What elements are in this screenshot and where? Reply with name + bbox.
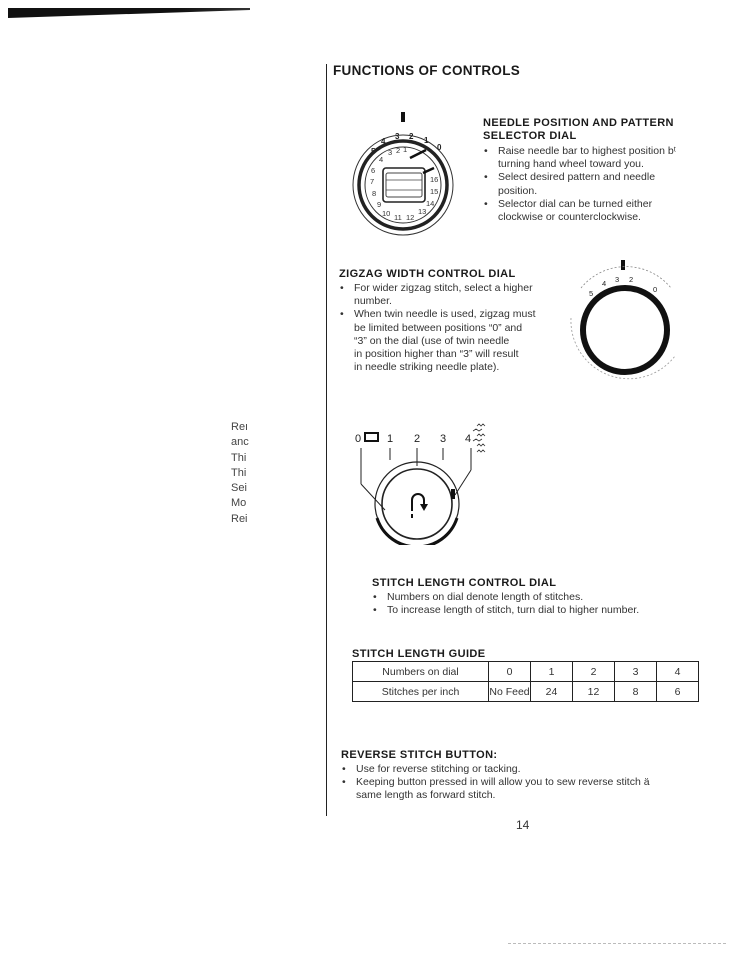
dial-number: 4 — [379, 155, 384, 164]
text-line: • For wider zigzag stitch, select a higher — [354, 282, 533, 294]
text-line: • Use for reverse stitching or tacking. — [356, 763, 521, 775]
dial-number: 3 — [388, 148, 393, 157]
side-text-fragment — [231, 420, 249, 527]
text-line: number. — [354, 295, 392, 308]
text-line: turning hand wheel toward you. — [498, 158, 644, 171]
text-line: in needle striking needle plate). — [354, 361, 500, 374]
table-cell: 6 — [657, 682, 699, 702]
table-cell: 24 — [531, 682, 573, 702]
dial-scale-number: 4 — [465, 433, 472, 445]
stitch-length-guide-table — [352, 661, 699, 702]
list-item — [372, 604, 712, 617]
dial-number: 15 — [430, 187, 439, 196]
table-cell: 1 — [531, 662, 573, 682]
table-cell: 4 — [657, 662, 699, 682]
table-row — [353, 662, 699, 682]
dial-marker-icon — [401, 112, 405, 122]
text-line: be limited between positions “0” and — [354, 321, 523, 334]
heading-line: NEEDLE POSITION AND PATTERN — [483, 117, 674, 129]
reverse-button-instructions — [341, 763, 733, 803]
table-cell: 12 — [573, 682, 615, 702]
text-line: • When twin needle is used, zigzag must — [354, 308, 536, 321]
footer-scan-line — [508, 943, 726, 944]
stitch-guide-heading: STITCH LENGTH GUIDE — [352, 648, 486, 660]
dial-number: 0 — [653, 285, 658, 294]
side-text-line: Sei — [231, 482, 247, 495]
no-feed-icon — [365, 433, 378, 441]
text-line: clockwise or counterclockwise. — [498, 211, 641, 224]
dial-number: 13 — [418, 207, 427, 216]
dial-number: 5 — [589, 289, 594, 298]
text-line: • To increase length of stitch, turn dial to higher number. — [387, 604, 640, 617]
dial-number: 2 — [396, 146, 401, 155]
dial-number: 14 — [426, 199, 435, 208]
dial-number: 1 — [424, 136, 429, 145]
list-item — [483, 198, 733, 224]
row-label: Stitches per inch — [353, 682, 489, 702]
text-line: • Raise needle bar to highest position bᵗ — [498, 145, 677, 157]
stitch-length-dial-heading: STITCH LENGTH CONTROL DIAL — [372, 577, 557, 589]
text-line: • Select desired pattern and needle — [498, 171, 656, 184]
text-line: “3” on the dial (use of twin needle — [354, 334, 510, 347]
reverse-arrow-icon — [412, 494, 424, 511]
needle-dial-instructions — [483, 145, 733, 224]
dial-number: 6 — [371, 166, 376, 175]
dial-pointer-icon — [451, 489, 455, 499]
text-line: in position higher than “3” will result — [354, 348, 519, 361]
stitch-length-dial-illustration — [345, 410, 495, 545]
side-text-line: Thi — [231, 451, 247, 464]
text-line: • Selector dial can be turned either — [498, 197, 653, 210]
column-divider — [326, 64, 327, 816]
table-cell: 3 — [615, 662, 657, 682]
zigzag-dial-illustration — [563, 258, 688, 388]
side-text-line: anc — [231, 436, 249, 449]
dial-marker-icon — [621, 260, 625, 270]
text-line: same length as forward stitch. — [356, 789, 496, 802]
dial-number: 11 — [394, 213, 402, 222]
needle-selector-dial-illustration — [350, 110, 465, 238]
side-text-line: Reı — [231, 421, 249, 433]
dial-number: 1 — [403, 145, 408, 154]
text-line: • Keeping button pressed in will allow you to sew reverse stitch ä — [356, 776, 650, 789]
page-title: FUNCTIONS OF CONTROLS — [333, 63, 521, 78]
list-item — [372, 591, 712, 604]
side-text-line: Rei — [231, 512, 248, 525]
table-cell: 2 — [573, 662, 615, 682]
dial-number: 4 — [381, 137, 386, 146]
dial-scale-number: 2 — [414, 433, 421, 445]
table-cell: No Feed — [489, 682, 531, 702]
list-item — [341, 763, 733, 776]
table-cell: 8 — [615, 682, 657, 702]
dial-number: 9 — [377, 200, 382, 209]
list-item — [339, 282, 564, 308]
dial-number: 5 — [371, 147, 376, 156]
dial-number: 2 — [409, 132, 414, 141]
reverse-button-heading: REVERSE STITCH BUTTON: — [341, 749, 498, 761]
dial-number: 3 — [615, 275, 620, 284]
needle-dial-heading — [483, 117, 674, 143]
list-item — [483, 171, 733, 197]
list-item — [483, 145, 733, 171]
dial-number: 16 — [430, 175, 439, 184]
dial-number: 12 — [406, 213, 415, 222]
dial-scale-number: 1 — [387, 433, 394, 445]
dial-number: 2 — [629, 275, 634, 284]
side-text-line: Thi — [231, 466, 247, 479]
stretch-stitch-icon — [473, 424, 485, 452]
table-row — [353, 682, 699, 702]
dial-scale-number: 3 — [440, 433, 447, 445]
list-item — [341, 776, 733, 802]
zigzag-dial-instructions — [339, 282, 564, 374]
stitch-length-dial-instructions — [372, 591, 712, 617]
zigzag-dial-heading: ZIGZAG WIDTH CONTROL DIAL — [339, 268, 516, 280]
dial-number: 7 — [370, 177, 375, 186]
list-item — [339, 308, 564, 374]
dial-number: 8 — [372, 189, 377, 198]
dial-number: 3 — [395, 132, 400, 141]
table-cell: 0 — [489, 662, 531, 682]
dial-number: 0 — [437, 143, 442, 152]
dial-number: 10 — [382, 209, 391, 218]
text-line: position. — [498, 184, 538, 197]
dial-scale-number: 0 — [355, 433, 362, 445]
top-scan-bar — [8, 8, 250, 18]
row-label: Numbers on dial — [353, 662, 489, 682]
dial-number: 4 — [602, 279, 607, 288]
side-text-line: Mo — [231, 497, 247, 510]
heading-line: SELECTOR DIAL — [483, 130, 577, 142]
text-line: • Numbers on dial denote length of stitches. — [387, 591, 584, 603]
page-number: 14 — [516, 818, 530, 832]
